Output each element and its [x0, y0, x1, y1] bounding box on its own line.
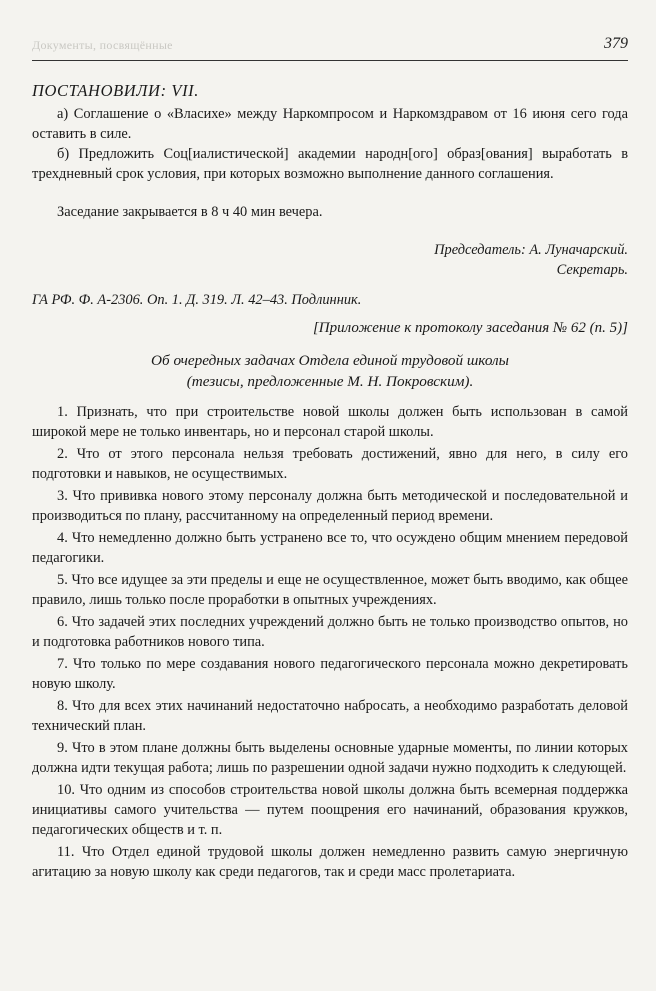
resolution-heading: ПОСТАНОВИЛИ: VII. [32, 81, 199, 100]
chairman-signature: Председатель: А. Луначарский. [434, 242, 628, 258]
header-divider [32, 60, 628, 61]
theses-title-line: (тезисы, предложенные М. Н. Покровским). [186, 373, 474, 390]
thesis-item: 1. Признать, что при строительстве новой школы должен быть использован в самой широкой мере не только инвентарь, но и персонал старой школы. [32, 404, 628, 440]
thesis-item: 7. Что только по мере создавания нового педагогического персонала можно декретировать новую школу. [32, 656, 628, 692]
secretary-signature: Секретарь. [556, 262, 628, 278]
thesis-item: 3. Что прививка нового этому персоналу должна быть методической и последовательной и производиться по плану, рассчитанному на определенный период времени. [32, 488, 628, 524]
thesis-item: 8. Что для всех этих начинаний недостаточно набросать, а необходимо разработать деловой технический план. [32, 698, 628, 734]
thesis-item: 5. Что все идущее за эти пределы и еще не осуществленное, может быть вводимо, как общее правило, лишь только после проработки в опытных учреждениях. [32, 572, 628, 608]
theses-list [32, 402, 628, 882]
closing-statement: Заседание закрывается в 8 ч 40 мин вечера. [57, 204, 323, 220]
resolution-point-a: а) Соглашение о «Власихе» между Наркомпросом и Наркомздравом от 16 июня сего года оставить в силе. [32, 106, 628, 142]
thesis-item: 4. Что немедленно должно быть устранено все то, что осуждено общим мнением передовой педагогики. [32, 530, 628, 566]
thesis-item: 10. Что одним из способов строительства новой школы должна быть всемерная поддержка инициативы самого учительства — путем поощрения его начинаний, образования кружков, педагогических обществ и т. п. [32, 782, 628, 838]
running-header: Документы, посвящённые [32, 38, 173, 52]
thesis-item: 2. Что от этого персонала нельзя требовать достижений, явно для него, в силу его подготовки и навыков, не осуществимых. [32, 446, 628, 482]
resolution-point-b: б) Предложить Соц[иалистической] академии народн[ого] образ[ования] выработать в трехдневный срок условия, при которых возможно выполнение данного соглашения. [32, 146, 628, 182]
thesis-item: 11. Что Отдел единой трудовой школы должен немедленно развить самую энергичную агитацию за новую школу как среди педагогов, так и среди масс пролетариата. [32, 844, 628, 880]
archive-reference: ГА РФ. Ф. А-2306. Оп. 1. Д. 319. Л. 42–43. Подлинник. [32, 292, 362, 308]
theses-title-line: Об очередных задачах Отдела единой трудовой школы [151, 352, 509, 369]
theses-title [32, 350, 628, 392]
document-page [32, 0, 628, 991]
appendix-label: [Приложение к протоколу заседания № 62 (п. 5)] [312, 320, 628, 336]
page-number: 379 [604, 35, 628, 52]
thesis-item: 9. Что в этом плане должны быть выделены основные ударные моменты, по линии которых должна идти текущая работа; лишь по разрешении одной задачи нужно подходить к следующей. [32, 740, 628, 776]
thesis-item: 6. Что задачей этих последних учреждений должно быть не только производство опытов, но и подготовка работников нового типа. [32, 614, 628, 650]
page-content [32, 80, 628, 882]
